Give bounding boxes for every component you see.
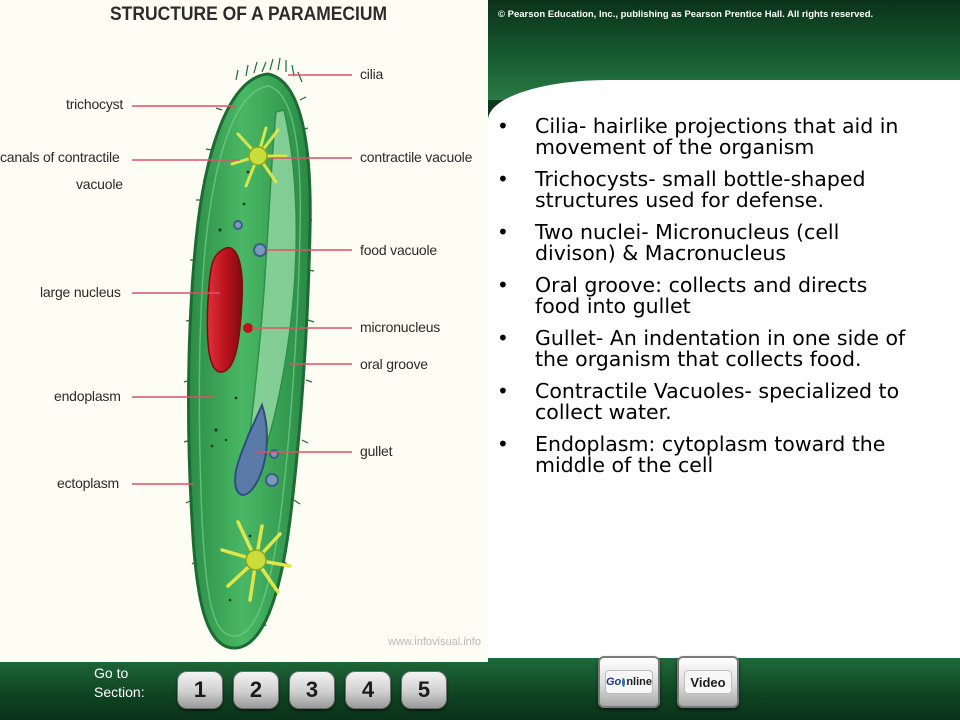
globe-icon	[622, 678, 625, 687]
bullet-item	[497, 169, 917, 211]
bullet-dot: •	[497, 432, 509, 456]
label-cilia: cilia	[360, 66, 384, 82]
go-to-line1: Go to	[94, 665, 129, 681]
label-ectoplasm: ectoplasm	[57, 475, 120, 491]
bullet-item	[497, 116, 917, 158]
bullet-dot: •	[497, 379, 509, 403]
label-contractile-vacuole: contractile vacuole	[360, 149, 473, 165]
bullet-text: Oral groove: collects and directs food into gullet	[535, 273, 868, 318]
go-to-line2: Section:	[94, 684, 145, 700]
section-1-button[interactable]: 1	[177, 671, 223, 709]
copyright-notice: © Pearson Education, Inc., publishing as Pearson Prentice Hall. All rights reserved.	[498, 9, 874, 20]
bullet-dot: •	[497, 326, 509, 350]
section-4-button[interactable]: 4	[345, 671, 391, 709]
paramecium-diagram	[0, 0, 488, 662]
label-gullet: gullet	[360, 443, 393, 459]
section-2-button[interactable]: 2	[233, 671, 279, 709]
micronucleus	[243, 323, 253, 333]
bullet-text: Gullet- An indentation in one side of the organism that collects food.	[535, 326, 906, 371]
bullet-text: Cilia- hairlike projections that aid in movement of the organism	[535, 114, 899, 159]
label-micronucleus: micronucleus	[360, 319, 441, 335]
bullet-text: Endoplasm: cytoplasm toward the middle of the cell	[535, 432, 886, 477]
bullet-list	[497, 116, 917, 487]
label-large-nucleus: large nucleus	[40, 284, 121, 300]
bullet-item	[497, 434, 917, 476]
video-button[interactable]	[677, 656, 739, 708]
bullet-item	[497, 328, 917, 370]
label-canals-line1: canals of contractile	[0, 149, 120, 165]
bullet-text: Trichocysts- small bottle-shaped structures used for defense.	[535, 167, 866, 212]
bullet-text: Two nuclei- Micronucleus (cell divison) & Macronucleus	[535, 220, 840, 265]
label-canals-line2: vacuole	[76, 176, 123, 192]
diagram-title: STRUCTURE OF A PARAMECIUM	[110, 4, 388, 25]
bullet-text: Contractile Vacuoles- specialized to collect water.	[535, 379, 900, 424]
section-3-button[interactable]: 3	[289, 671, 335, 709]
go-online-label	[605, 670, 653, 694]
section-5-button[interactable]: 5	[401, 671, 447, 709]
bullet-item	[497, 381, 917, 423]
go-online-suffix: nline	[626, 676, 652, 688]
watermark: www.infovisual.info	[388, 636, 481, 648]
bullet-dot: •	[497, 220, 509, 244]
label-endoplasm: endoplasm	[54, 388, 121, 404]
bullet-dot: •	[497, 273, 509, 297]
bullet-item	[497, 275, 917, 317]
label-trichocyst: trichocyst	[66, 96, 124, 112]
bullet-dot: •	[497, 114, 509, 138]
video-label: Video	[684, 670, 732, 694]
go-online-prefix: Go	[606, 676, 622, 688]
bullet-item	[497, 222, 917, 264]
label-oral-groove: oral groove	[360, 356, 428, 372]
label-food-vacuole: food vacuole	[360, 242, 437, 258]
bullet-dot: •	[497, 167, 509, 191]
go-to-section-label	[94, 664, 145, 702]
go-online-button[interactable]	[598, 656, 660, 708]
